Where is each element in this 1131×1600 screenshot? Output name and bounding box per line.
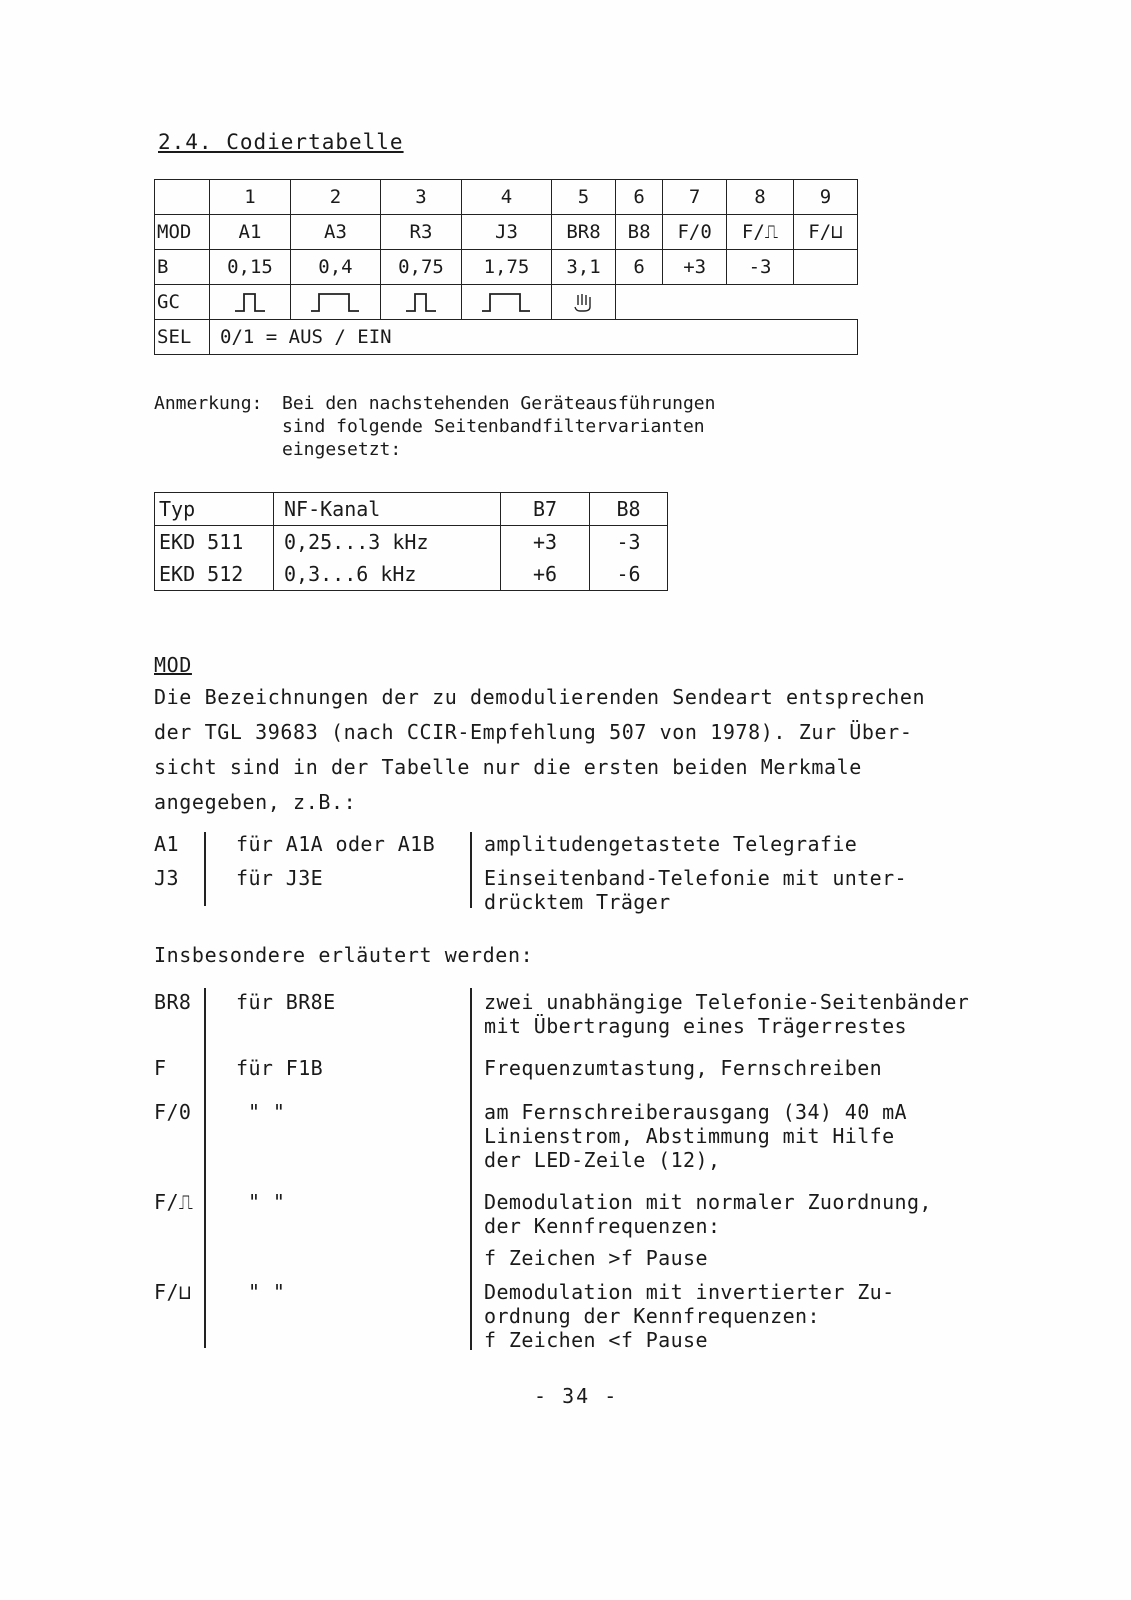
- table-row: [155, 526, 668, 559]
- table-cell: A1: [210, 215, 291, 250]
- section-title: 2.4. Codiertabelle: [158, 130, 404, 154]
- example-code: A1: [154, 832, 179, 856]
- sel-value: 0/1 = AUS / EIN: [210, 320, 858, 355]
- row-label: B: [155, 250, 210, 285]
- explained-desc: [484, 990, 969, 1038]
- table-header-cell: 8: [727, 180, 794, 215]
- table-cell: +6: [501, 558, 590, 591]
- table-cell: +3: [663, 250, 727, 285]
- table-cell: EKD 512: [155, 558, 274, 591]
- explained-for: " ": [248, 1190, 286, 1214]
- example-desc: amplitudengetastete Telegrafie: [484, 832, 858, 856]
- type-table: [154, 492, 668, 591]
- explained-code: BR8: [154, 990, 192, 1014]
- explained-desc: [484, 1280, 895, 1352]
- table-cell: BR8: [552, 215, 616, 250]
- paragraph-line: der TGL 39683 (nach CCIR-Empfehlung 507 von 1978). Zur Über-: [154, 720, 913, 744]
- desc-line: der LED-Zeile (12),: [484, 1148, 721, 1172]
- desc-line: drücktem Träger: [484, 890, 671, 914]
- code-table-header-row: [155, 180, 858, 215]
- row-label: SEL: [155, 320, 210, 355]
- table-header-cell: Typ: [155, 493, 274, 526]
- table-cell: 6: [616, 250, 663, 285]
- table-cell: 0,25...3 kHz: [274, 526, 501, 559]
- table-header-cell: 3: [381, 180, 462, 215]
- table-cell: F/⊔: [793, 215, 857, 250]
- table-cell: 0,75: [381, 250, 462, 285]
- column-divider: [470, 988, 472, 1350]
- table-cell: 0,3...6 kHz: [274, 558, 501, 591]
- mod-heading: MOD: [154, 653, 192, 677]
- table-cell: EKD 511: [155, 526, 274, 559]
- mod-paragraph: [154, 680, 925, 820]
- paragraph-line: angegeben, z.B.:: [154, 790, 357, 814]
- table-cell: +3: [501, 526, 590, 559]
- example-code: J3: [154, 866, 179, 890]
- table-cell: 0,4: [290, 250, 380, 285]
- desc-line: zwei unabhängige Telefonie-Seitenbänder: [484, 990, 970, 1014]
- table-cell: 3,1: [552, 250, 616, 285]
- table-cell: F/0: [663, 215, 727, 250]
- explained-heading: Insbesondere erläutert werden:: [154, 943, 534, 967]
- desc-line: am Fernschreiberausgang (34) 40 mA: [484, 1100, 907, 1124]
- explained-code: F/0: [154, 1100, 192, 1124]
- note-line: sind folgende Seitenbandfiltervarianten: [282, 416, 705, 437]
- table-header-cell: 5: [552, 180, 616, 215]
- explained-for: für BR8E: [236, 990, 336, 1014]
- desc-line: Demodulation mit invertierter Zu-: [484, 1280, 895, 1304]
- table-cell: -6: [590, 558, 668, 591]
- note-text: [282, 392, 715, 461]
- desc-line: Demodulation mit normaler Zuordnung,: [484, 1190, 932, 1214]
- narrow-pulse-icon: [233, 291, 267, 313]
- table-cell: [290, 285, 380, 320]
- explained-for: " ": [248, 1280, 286, 1304]
- note-label: Anmerkung:: [154, 393, 263, 414]
- row-label: GC: [155, 285, 210, 320]
- desc-line: f Zeichen <f Pause: [484, 1328, 708, 1352]
- table-cell: -3: [590, 526, 668, 559]
- sel-row: [155, 320, 858, 355]
- explained-code: F/⎍: [154, 1190, 194, 1214]
- mod-row: [155, 215, 858, 250]
- table-header-cell: 2: [290, 180, 380, 215]
- example-desc: [484, 866, 907, 914]
- table-cell: 0,15: [210, 250, 291, 285]
- narrow-pulse-icon: [404, 291, 438, 313]
- table-cell: [793, 250, 857, 285]
- hand-mark-icon: [570, 291, 598, 313]
- desc-line: ordnung der Kennfrequenzen:: [484, 1304, 820, 1328]
- table-header-cell: NF-Kanal: [274, 493, 501, 526]
- page-number: - 34 -: [534, 1384, 619, 1408]
- table-header-cell: [155, 180, 210, 215]
- explained-desc: [484, 1190, 932, 1270]
- table-header-cell: 7: [663, 180, 727, 215]
- column-divider: [204, 988, 206, 1348]
- wide-pulse-icon: [309, 291, 361, 313]
- table-cell: J3: [461, 215, 551, 250]
- column-divider: [204, 832, 206, 906]
- type-table-header-row: [155, 493, 668, 526]
- table-row: [155, 558, 668, 591]
- example-for: für J3E: [236, 866, 324, 890]
- gc-row: [155, 285, 858, 320]
- paragraph-line: sicht sind in der Tabelle nur die ersten beiden Merkmale: [154, 755, 862, 779]
- code-table: [154, 179, 858, 355]
- table-header-cell: B7: [501, 493, 590, 526]
- table-cell: 1,75: [461, 250, 551, 285]
- table-cell: F/⎍: [727, 215, 794, 250]
- table-cell: A3: [290, 215, 380, 250]
- row-label: MOD: [155, 215, 210, 250]
- table-header-cell: 4: [461, 180, 551, 215]
- table-cell: [552, 285, 616, 320]
- explained-code: F: [154, 1056, 167, 1080]
- wide-pulse-icon: [480, 291, 532, 313]
- table-cell: [210, 285, 291, 320]
- example-for: für A1A oder A1B: [236, 832, 436, 856]
- explained-for: für F1B: [236, 1056, 324, 1080]
- table-cell: -3: [727, 250, 794, 285]
- desc-line: Einseitenband-Telefonie mit unter-: [484, 866, 907, 890]
- table-header-cell: 9: [793, 180, 857, 215]
- desc-line: mit Übertragung eines Trägerrestes: [484, 1014, 907, 1038]
- desc-line: f Zeichen >f Pause: [484, 1246, 708, 1270]
- empty-cell: [616, 285, 858, 320]
- table-header-cell: B8: [590, 493, 668, 526]
- table-cell: R3: [381, 215, 462, 250]
- note-line: Bei den nachstehenden Geräteausführungen: [282, 393, 716, 414]
- b-row: [155, 250, 858, 285]
- explained-desc: Frequenzumtastung, Fernschreiben: [484, 1056, 883, 1080]
- column-divider: [470, 832, 472, 908]
- table-header-cell: 6: [616, 180, 663, 215]
- explained-for: " ": [248, 1100, 286, 1124]
- explained-code: F/⊔: [154, 1280, 192, 1304]
- desc-line: Linienstrom, Abstimmung mit Hilfe: [484, 1124, 895, 1148]
- desc-line: der Kennfrequenzen:: [484, 1214, 721, 1238]
- table-header-cell: 1: [210, 180, 291, 215]
- paragraph-line: Die Bezeichnungen der zu demodulierenden Sendeart entsprechen: [154, 685, 926, 709]
- table-cell: [461, 285, 551, 320]
- table-cell: [381, 285, 462, 320]
- note-line: eingesetzt:: [282, 439, 402, 460]
- explained-desc: [484, 1100, 907, 1172]
- table-cell: B8: [616, 215, 663, 250]
